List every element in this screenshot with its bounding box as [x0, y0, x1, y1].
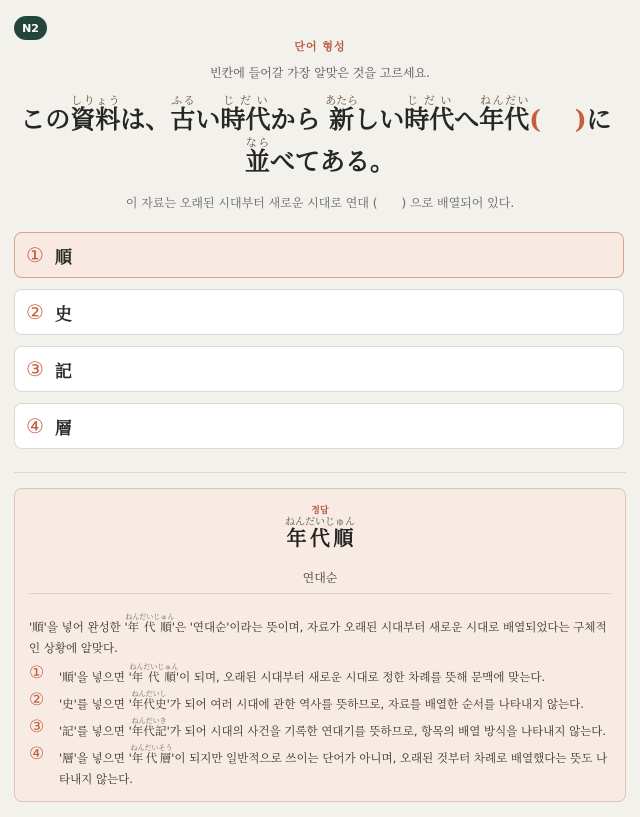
ruby-word: 時代じだい	[404, 94, 455, 134]
ruby-word: 古ふる	[170, 94, 196, 134]
explanation-item	[29, 690, 611, 715]
answer-label: 정답	[311, 506, 329, 516]
option-number: ④	[26, 414, 44, 438]
sentence-translation: 이 자료는 오래된 시대부터 새로운 시대로 연대 ( ) 으로 배열되어 있다.	[125, 196, 515, 210]
explanation-number: ②	[29, 690, 45, 710]
option-label: 記	[55, 361, 72, 382]
option-number: ③	[26, 357, 44, 381]
answer-meaning: 연대순	[302, 571, 338, 585]
explanation-item	[29, 744, 611, 790]
ruby-word: 時代じだい	[220, 94, 271, 134]
answer-blank: ( )	[529, 105, 587, 134]
explanation-item	[29, 663, 611, 688]
ruby-word: 並なら	[244, 136, 270, 176]
question-sentence	[16, 94, 624, 183]
answer-card	[14, 488, 626, 802]
sentence-text: から	[270, 105, 330, 134]
option-2-button[interactable]	[14, 289, 624, 335]
option-number: ①	[26, 243, 44, 267]
explanation-number: ④	[29, 744, 45, 764]
sentence-text: は、	[120, 105, 171, 134]
explanation-text: '記'를 넣으면 '年代記ねんだいき'가 되어 시대의 사건을 기록한 연대기를 뜻하므로, 항목의 배열 방식을 나타내지 않는다.	[59, 717, 607, 738]
answer-word: 年代順ねんだいじゅん	[285, 517, 355, 550]
explanation-text: '順'을 넣으면 '年代順ねんだいじゅん'이 되며, 오래된 시대부터 새로운 시대로 정한 차례를 뜻해 문맥에 맞는다.	[59, 663, 546, 684]
sentence-text: に	[586, 105, 612, 134]
level-badge: N2	[14, 16, 47, 40]
ruby-word: 新あたら	[325, 94, 359, 134]
explanation-number: ①	[29, 663, 45, 683]
section-divider	[14, 472, 626, 473]
explanation-item	[29, 717, 611, 742]
question-category: 단어 형성	[294, 40, 346, 53]
sentence-text: い	[195, 105, 221, 134]
sentence-text: この	[20, 105, 71, 134]
option-label: 順	[55, 247, 72, 268]
sentence-text: へ	[454, 105, 480, 134]
option-4-button[interactable]	[14, 403, 624, 449]
question-instruction: 빈칸에 들어갈 가장 알맞은 것을 고르세요.	[210, 66, 430, 80]
option-label: 層	[55, 418, 72, 439]
answer-explanation: '順'을 넣어 완성한 '年代順ねんだいじゅん'은 '연대순'이라는 뜻이며, 자료가 오래된 시대부터 새로운 시대로 배열되었다는 구체적인 상황에 알맞다.	[29, 613, 607, 655]
sentence-text: べてある。	[270, 147, 396, 176]
explanation-text: '層'을 넣으면 '年代層ねんだいそう'이 되지만 일반적으로 쓰이는 단어가 아니며, 오래된 것부터 차례로 배열했다는 뜻도 나타내지 않는다.	[59, 744, 608, 786]
explanation-text: '史'를 넣으면 '年代史ねんだいし'가 되어 여러 시대에 관한 역사를 뜻하므로, 자료를 배열한 순서를 나타내지 않는다.	[59, 690, 584, 711]
option-label: 史	[55, 304, 72, 325]
option-1-button[interactable]	[14, 232, 624, 278]
sentence-text: しい	[354, 105, 405, 134]
option-3-button[interactable]	[14, 346, 624, 392]
ruby-word: 資料しりょう	[70, 94, 121, 134]
answer-divider	[29, 593, 611, 594]
explanation-number: ③	[29, 717, 45, 737]
ruby-word: 年代ねんだい	[479, 94, 530, 134]
option-number: ②	[26, 300, 44, 324]
